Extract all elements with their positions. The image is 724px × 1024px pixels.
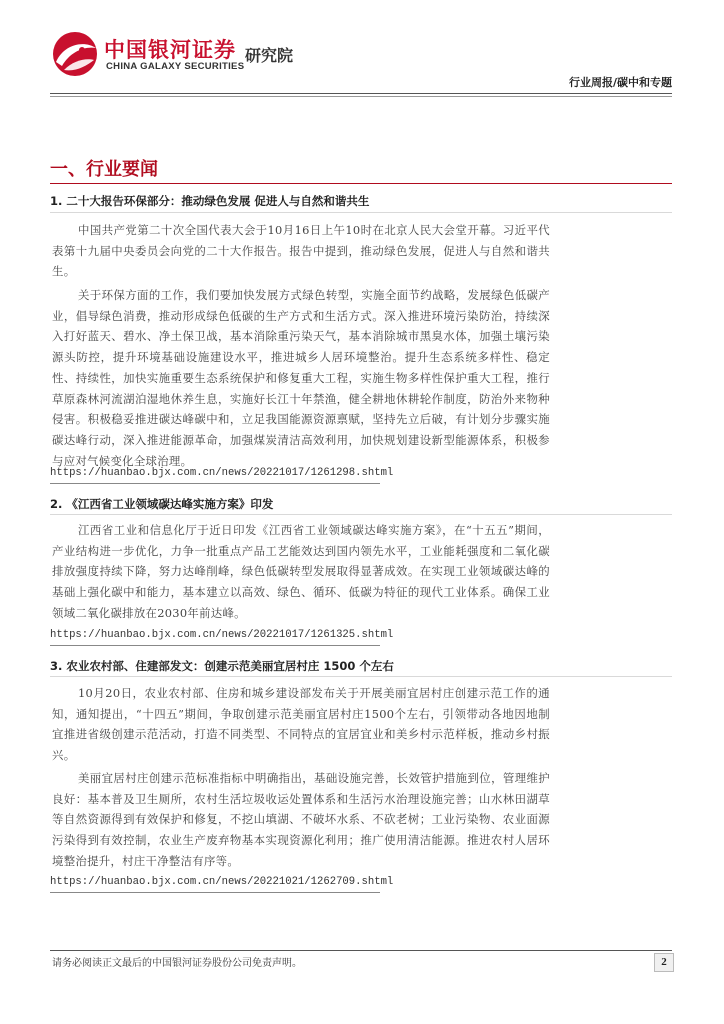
item-divider [50,514,672,515]
news-item-title: 1. 二十大报告环保部分：推动绿色发展 促进人与自然和谐共生 [50,194,370,208]
report-type: 行业周报/碳中和专题 [568,76,672,89]
news-paragraph: 10月20日，农业农村部、住房和城乡建设部发布关于开展美丽宜居村庄创建示范工作的通知，通知提出，“十四五”期间，争取创建示范美丽宜居村庄1500个左右，引领带动各地因地制宜推进省级创建示范活动，打造不同类型、不同特点的宜居宜业和美乡村示范样板，推动乡村振兴。 [52,686,550,763]
news-paragraph: 中国共产党第二十次全国代表大会于10月16日上午10时在北京人民大会堂开幕。习近平代表第十九届中央委员会向党的二十大作报告。报告中提到，推动绿色发展，促进人与自然和谐共生。 [52,223,550,279]
link-underline [50,645,380,646]
source-link[interactable]: https://huanbao.bjx.com.cn/news/20221017/1261298.shtml [50,467,394,479]
link-underline [50,483,380,484]
header-divider [50,93,672,94]
item-divider [50,676,672,677]
institute-label: 研究院 [245,46,294,65]
brand-name-cn: 中国银河证券 [104,38,236,62]
disclaimer-note: 请务必阅读正文最后的中国银河证券股份公司免责声明。 [52,958,302,969]
section-divider [50,183,672,184]
brand-name-en: CHINA GALAXY SECURITIES [106,61,245,72]
galaxy-logo-icon [50,30,100,78]
news-paragraph: 美丽宜居村庄创建示范标准指标中明确指出，基础设施完善，长效管护措施到位，管理维护良好：基本普及卫生厕所，农村生活垃圾收运处置体系和生活污水治理设施完善；山水林田湖草等自然资源得到有效保护和修复，不挖山填湖、不破坏水系、不砍老树；工业污染物、农业面源污染得到有效控制，农业生产废弃物基本实现资源化利用；推广使用清洁能源。推进农村人居环境整治提升，村庄干净整洁有序等。 [52,771,550,868]
source-link[interactable]: https://huanbao.bjx.com.cn/news/20221017/1261325.shtml [50,629,394,641]
news-item-title: 2. 《江西省工业领域碳达峰实施方案》印发 [50,497,274,511]
link-underline [50,892,380,893]
header-divider-thin [50,96,672,97]
section-title: 一、行业要闻 [50,159,158,180]
news-item-title: 3. 农业农村部、住建部发文：创建示范美丽宜居村庄 1500 个左右 [50,659,394,673]
footer-divider [50,950,672,951]
news-paragraph: 关于环保方面的工作，我们要加快发展方式绿色转型，实施全面节约战略，发展绿色低碳产业，倡导绿色消费，推动形成绿色低碳的生产方式和生活方式。深入推进环境污染防治，持续深入打好蓝天、碧水、净土保卫战，基本消除重污染天气，基本消除城市黑臭水体，加强土壤污染源头防控，提升环境基础设施建设水平，推进城乡人居环境整治。提升生态系统多样性、稳定性、持续性，加快实施重要生态系统保护和修复重大工程，实施生物多样性保护重大工程，推行草原森林河流湖泊湿地休养生息，实施好长江十年禁渔，健全耕地休耕轮作制度，防治外来物种侵害。积极稳妥推进碳达峰碳中和，立足我国能源资源禀赋，坚持先立后破，有计划分步骤实施碳达峰行动，深入推进能源革命，加强煤炭清洁高效利用，加快规划建设新型能源体系，积极参与应对气候变化全球治理。 [52,288,550,468]
news-paragraph: 江西省工业和信息化厅于近日印发《江西省工业领域碳达峰实施方案》，在“十五五”期间，产业结构进一步优化，力争一批重点产品工艺能效达到国内领先水平，工业能耗强度和二氧化碳排放强度持续下降，努力达峰削峰，绿色低碳转型发展取得显著成效。在实现工业领域碳达峰的基础上强化碳中和能力，基本建立以高效、绿色、循环、低碳为特征的现代工业体系。确保工业领域二氧化碳排放在2030年前达峰。 [52,523,550,620]
page-number: 2 [654,953,674,972]
item-divider [50,212,672,213]
source-link[interactable]: https://huanbao.bjx.com.cn/news/20221021/1262709.shtml [50,876,394,888]
